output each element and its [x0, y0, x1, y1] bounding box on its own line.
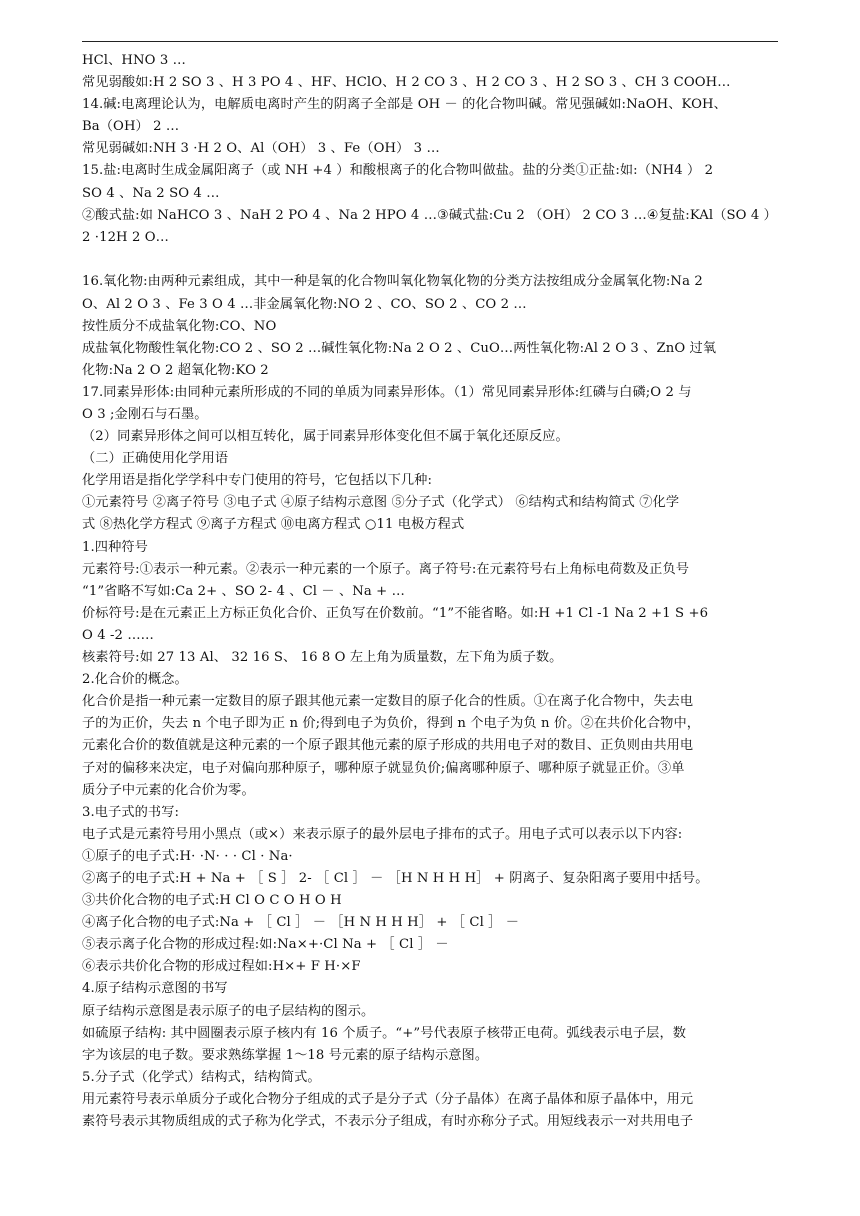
text-line: 成盐氧化物酸性氧化物:CO 2 、SO 2 …碱性氧化物:Na 2 O 2 、CuO…两性氧化物:Al 2 O 3 、ZnO 过氧: [82, 340, 717, 356]
text-block-top: [82, 50, 782, 249]
text-line: SO 4 、Na 2 SO 4 …: [82, 185, 220, 201]
text-line: 核素符号:如 27 13 Al、 32 16 S、 16 8 O 左上角为质量数，左下角为质子数。: [82, 650, 563, 666]
text-line: 质分子中元素的化合价为零。: [82, 782, 255, 798]
text-line: ③共价化合物的电子式:H Cl O C O H O H: [82, 893, 342, 909]
text-line: ⑤表示离子化合物的形成过程:如:Na×+·Cl Na + ［ Cl ］ －: [82, 937, 449, 953]
text-line: O、Al 2 O 3 、Fe 3 O 4 …非金属氧化物:NO 2 、CO、SO 2 、CO 2 …: [82, 296, 527, 312]
text-line: 元素符号:①表示一种元素。②表示一种元素的一个原子。离子符号:在元素符号右上角标电荷数及正负号: [82, 561, 690, 577]
text-line: 化合价是指一种元素一定数目的原子跟其他元素一定数目的原子化合的性质。①在离子化合物中，失去电: [82, 694, 694, 710]
text-line: Ba（OH） 2 …: [82, 119, 180, 135]
text-line: 子的为正价，失去 n 个电子即为正 n 价;得到电子为负价，得到 n 个电子为负 n 价。②在共价化合物中，: [82, 716, 701, 732]
text-block-bottom: [82, 271, 782, 1133]
document-body: [82, 50, 782, 1133]
text-line: 5.分子式（化学式）结构式，结构简式。: [82, 1069, 321, 1085]
text-line: ②离子的电子式:H + Na + ［ S ］ 2- ［ Cl ］ － ［H N H H H］ + 阴离子、复杂阳离子要用中括号。: [82, 870, 709, 886]
header-rule: [82, 41, 778, 42]
text-line: （2）同素异形体之间可以相互转化，属于同素异形体变化但不属于氧化还原反应。: [82, 429, 569, 445]
text-line: ⑥表示共价化合物的形成过程如:H×+ F H·×F: [82, 959, 361, 975]
text-line: 16.氧化物:由两种元素组成，其中一种是氧的化合物叫氧化物氧化物的分类方法按组成分金属氧化物:Na 2: [82, 274, 703, 290]
text-line: “1”省略不写如:Ca 2+ 、SO 2- 4 、Cl － 、Na + …: [82, 583, 405, 599]
text-line: 常见弱碱如:NH 3 ·H 2 O、Al（OH） 3 、Fe（OH） 3 …: [82, 141, 440, 157]
text-line: 17.同素异形体:由同种元素所形成的不同的单质为同素异形体。（1）常见同素异形体:红磷与白磷;O 2 与: [82, 384, 692, 400]
text-line: 常见弱酸如:H 2 SO 3 、H 3 PO 4 、HF、HClO、H 2 CO 3 、H 2 CO 3 、H 2 SO 3 、CH 3 COOH…: [82, 75, 731, 91]
text-line: 原子结构示意图是表示原子的电子层结构的图示。: [82, 1003, 375, 1019]
text-line: 素符号表示其物质组成的式子称为化学式，不表示分子组成，有时亦称分子式。用短线表示一对共用电子: [82, 1114, 694, 1129]
text-line: 用元素符号表示单质分子或化合物分子组成的式子是分子式（分子晶体）在离子晶体和原子晶体中，用元: [82, 1091, 694, 1107]
text-line: 元素化合价的数值就是这种元素的一个原子跟其他元素的原子形成的共用电子对的数目、正负则由共用电: [82, 738, 694, 754]
text-line: 14.碱:电离理论认为，电解质电离时产生的阴离子全部是 OH － 的化合物叫碱。常见强碱如:NaOH、KOH、: [82, 97, 727, 113]
text-line: 2.化合价的概念。: [82, 672, 188, 688]
text-line: O 4 -2 ……: [82, 627, 154, 643]
text-line: 2 ·12H 2 O…: [82, 229, 169, 245]
text-line: HCl、HNO 3 …: [82, 53, 186, 68]
text-line: ②酸式盐:如 NaHCO 3 、NaH 2 PO 4 、Na 2 HPO 4 …③碱式盐:Cu 2 （OH） 2 CO 3 …④复盐:KAl（SO 4 ）: [82, 207, 777, 223]
text-line: 15.盐:电离时生成金属阳离子（或 NH +4 ）和酸根离子的化合物叫做盐。盐的分类①正盐:如:（NH4 ） 2: [82, 163, 714, 179]
text-line: 电子式是元素符号用小黑点（或×）来表示原子的最外层电子排布的式子。用电子式可以表示以下内容:: [82, 826, 683, 842]
text-line: 字为该层的电子数。要求熟练掌握 1～18 号元素的原子结构示意图。: [82, 1047, 489, 1063]
text-line: 子对的偏移来决定，电子对偏向那种原子，哪种原子就显负价;偏离哪种原子、哪种原子就显正价。③单: [82, 760, 685, 776]
text-line: 价标符号:是在元素正上方标正负化合价、正负写在价数前。“1”不能省略。如:H +1 Cl -1 Na 2 +1 S +6: [82, 605, 709, 621]
text-line: 化物:Na 2 O 2 超氧化物:KO 2: [82, 362, 269, 378]
text-line: 式 ⑧热化学方程式 ⑨离子方程式 ⑩电离方程式 ○11 电极方程式: [82, 517, 465, 533]
text-line: ④离子化合物的电子式:Na + ［ Cl ］ － ［H N H H H］ + ［ Cl ］ －: [82, 915, 520, 931]
text-line: 1.四种符号: [82, 539, 148, 555]
text-line: ①原子的电子式:H· ·N· · · Cl · Na·: [82, 848, 293, 864]
text-line: 按性质分不成盐氧化物:CO、NO: [82, 318, 277, 334]
text-line: （二）正确使用化学用语: [82, 451, 229, 467]
text-line: O 3 ;金刚石与石墨。: [82, 407, 208, 422]
text-line: 4.原子结构示意图的书写: [82, 981, 228, 997]
text-line: 化学用语是指化学学科中专门使用的符号，它包括以下几种:: [82, 473, 433, 489]
text-line: 3.电子式的书写:: [82, 804, 180, 820]
paragraph-gap: [82, 249, 782, 272]
text-line: ①元素符号 ②离子符号 ③电子式 ④原子结构示意图 ⑤分子式（化学式） ⑥结构式和结构简式 ⑦化学: [82, 495, 680, 511]
text-line: 如硫原子结构: 其中圆圈表示原子核内有 16 个质子。“+”号代表原子核带正电荷。弧线表示电子层，数: [82, 1025, 687, 1041]
